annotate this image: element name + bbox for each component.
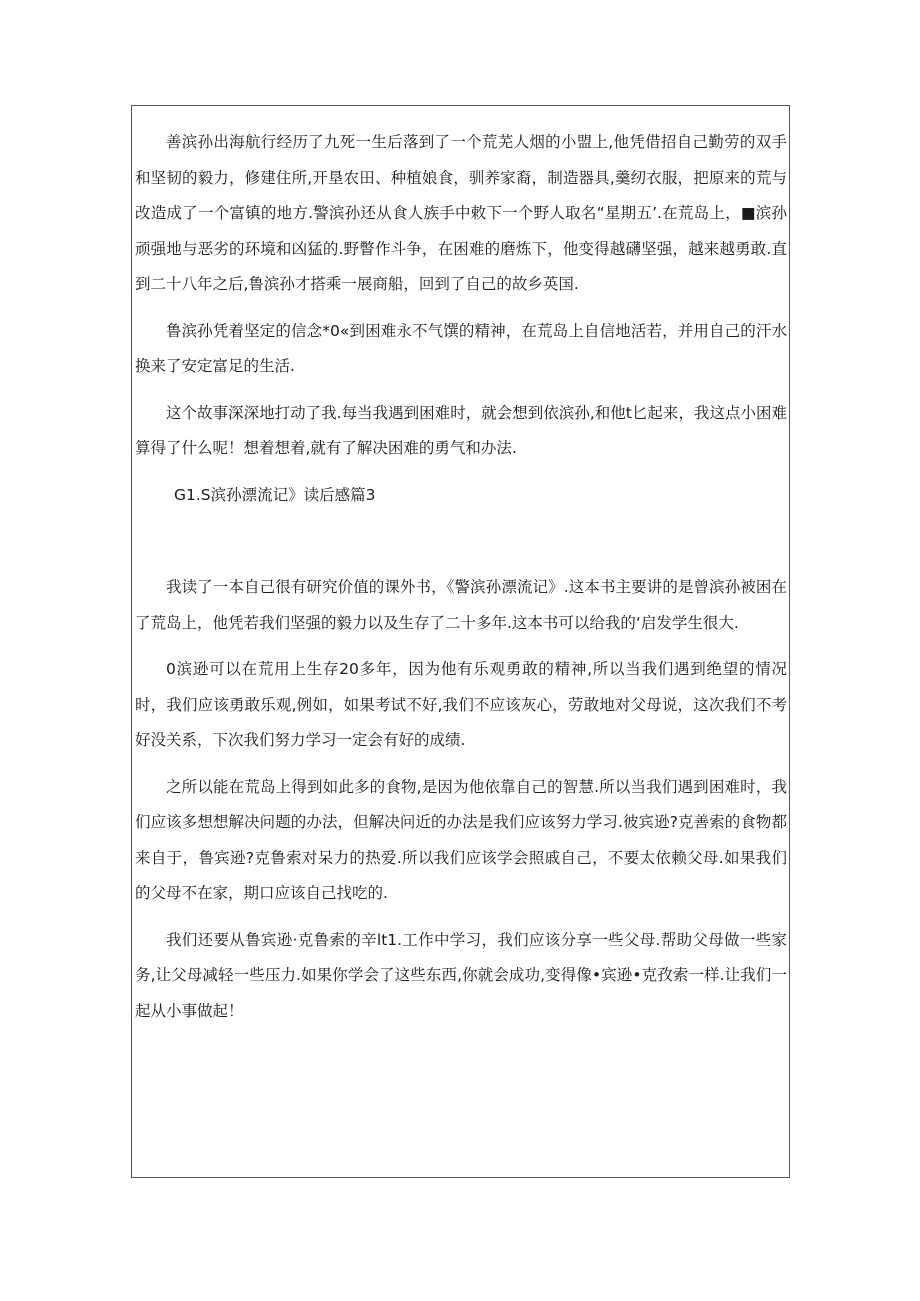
- document-body: [135, 125, 787, 1029]
- paragraph: 这个故事深深地打动了我.每当我遇到困难时，就会想到依滨孙,和他t匕起来，我这点小困难算得了什么呢！想着想着,就有了解决困难的勇气和办法.: [135, 403, 787, 457]
- paragraph: 之所以能在荒岛上得到如此多的食物,是因为他依靠自己的智慧.所以当我们遇到困难时，我们应该多想想解决问题的办法，但解决问近的办法是我们应该努力学习.彼宾逊?克善索的食物都来自于，鲁宾逊?克鲁索对呆力的热爱.所以我们应该学会照戚自己，不要太依赖父母.如果我们的父母不在家，期口应该自己找吃的.: [135, 777, 787, 902]
- paragraph: 0滨逊可以在荒用上生存20多年，因为他有乐观勇敢的精神,所以当我们遇到绝望的情况时，我们应该勇敢乐观,例如，如果考试不好,我们不应该灰心，劳敢地对父母说，这次我们不考好没关系，下次我们努力学习一定会有好的成绩.: [135, 660, 787, 749]
- paragraph: 我读了一本自己很有研究价值的课外书，《警滨孙漂流记》.这本书主要讲的是曾滨孙被困在了荒岛上，他凭若我们坚强的毅力以及生存了二十多年.这本书可以给我的‘启发学生很大.: [135, 578, 787, 632]
- paragraph: 鲁滨孙凭着坚定的信念*0«到困难永不气馔的精神，在荒岛上自信地活若，并用自己的汗水换来了安定富足的生活.: [135, 321, 787, 375]
- section-heading: G1.S滨孙漂流记》读后感篇3: [174, 485, 376, 504]
- paragraph: 我们还要从鲁宾逊·克鲁索的辛lt1.工作中学习，我们应该分享一些父母.帮助父母做一些家务,让父母减轻一些压力.如果你学会了这些东西,你就会成功,变得像•宾逊•克孜索一样.让我们一起从小事做起！: [135, 930, 787, 1020]
- paragraph: 善滨孙出海航行经历了九死一生后落到了一个荒芜人烟的小盟上,他凭借招自己勤劳的双手和坚韧的毅力，修建住所,开垦农田、种植娘食，驯养家裔，制造器具,羹纫衣服，把原来的荒与改造成了一个富镇的地方.警滨孙还从食人族手中敕下一个野人取名“星期五’.在荒岛上，■滨孙顽强地与恶劣的环境和凶猛的.野瞥作斗争，在困难的磨炼下，他变得越礴坚强，越来越勇敢.直到二十八年之后,鲁滨孙才搭乘一展商船，回到了自己的故乡英国.: [135, 133, 787, 293]
